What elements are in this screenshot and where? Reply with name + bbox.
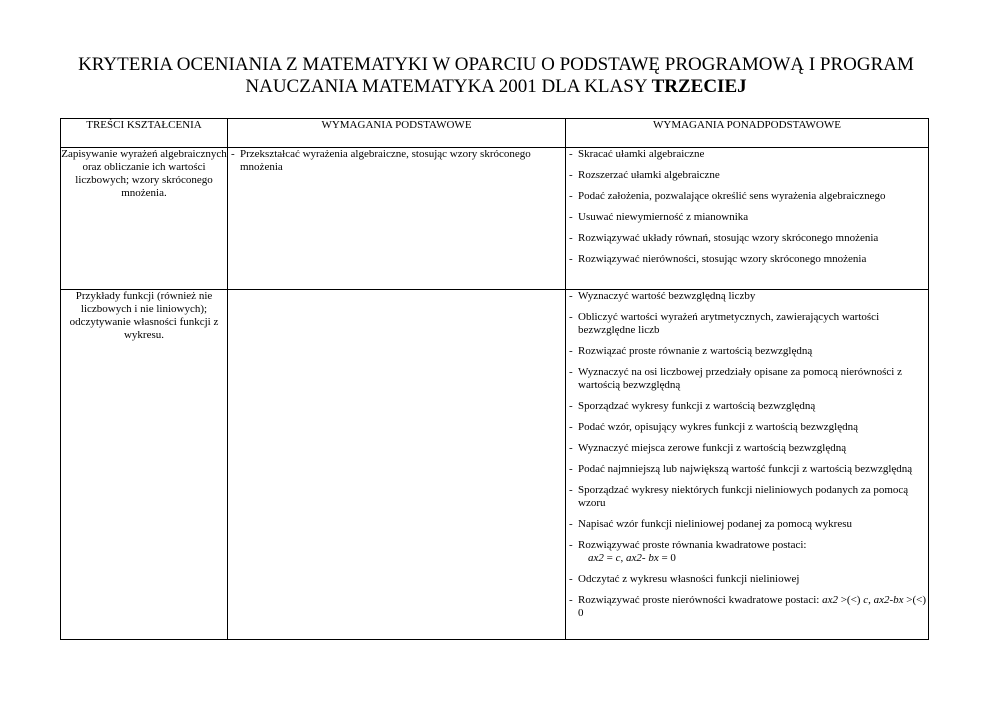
formula-term: bx <box>893 594 904 606</box>
formula-term: c <box>863 594 869 606</box>
dash-marker: - <box>231 148 235 160</box>
advanced-requirements-cell <box>566 148 929 290</box>
list-item-quadratic-equations <box>566 539 928 565</box>
formula-term: ax2 <box>822 594 838 606</box>
formula-term: ax2 <box>588 552 604 564</box>
item-text: Rozwiązać proste równanie z wartością bezwzględną <box>578 345 813 357</box>
item-text: Wyznaczyć miejsca zerowe funkcji z wartością bezwzględną <box>578 442 847 454</box>
dash-marker: - <box>569 148 573 160</box>
formula-term: ax2 <box>626 552 642 564</box>
item-text: Rozwiązywać nierówności, stosując wzory skróconego mnożenia <box>578 253 867 265</box>
dash-marker: - <box>569 190 573 202</box>
item-text: Usuwać niewymierność z mianownika <box>578 211 749 223</box>
formula-op: = <box>603 552 616 564</box>
formula-op: = 0 <box>658 552 676 564</box>
list-item <box>566 253 928 266</box>
item-text: Sporządzać wykresy niektórych funkcji nieliniowych podanych za pomocą wzoru <box>578 484 909 509</box>
dash-marker: - <box>569 290 573 302</box>
formula-sep: , <box>868 594 874 606</box>
dash-marker: - <box>569 594 573 606</box>
formula-term: c <box>615 552 621 564</box>
item-text: Rozszerzać ułamki algebraiczne <box>578 169 720 181</box>
item-text: Podać wzór, opisujący wykres funkcji z wartością bezwzględną <box>578 421 858 433</box>
list-item <box>566 366 928 392</box>
dash-marker: - <box>569 442 573 454</box>
dash-marker: - <box>569 518 573 530</box>
list-item <box>566 169 928 182</box>
formula-op: - <box>641 552 649 564</box>
criteria-table <box>60 118 929 640</box>
list-item <box>566 463 928 476</box>
item-text: Podać najmniejszą lub największą wartość funkcji z wartością bezwzględną <box>578 463 913 475</box>
formula <box>588 552 676 564</box>
basic-requirements-cell <box>228 290 566 640</box>
column-header-topics: TREŚCI KSZTAŁCENIA <box>61 119 228 148</box>
topic-cell: Przykłady funkcji (również nie liczbowych i nie liniowych); odczytywanie własności funkcji z wykresu. <box>61 290 228 640</box>
list-item <box>566 290 928 303</box>
dash-marker: - <box>569 169 573 181</box>
advanced-requirements-cell <box>566 290 929 640</box>
item-text: Odczytać z wykresu własności funkcji nieliniowej <box>578 573 800 585</box>
table-row <box>61 148 929 290</box>
item-text: Przekształcać wyrażenia algebraiczne, stosując wzory skróconego mnożenia <box>240 148 531 173</box>
dash-marker: - <box>569 421 573 433</box>
table-header-row <box>61 119 929 148</box>
item-text: Wyznaczyć wartość bezwzględną liczby <box>578 290 756 302</box>
list-item <box>566 232 928 245</box>
list-item <box>566 573 928 586</box>
title-line-2 <box>0 76 992 98</box>
title-line-1: KRYTERIA OCENIANIA Z MATEMATYKI W OPARCIU O PODSTAWĘ PROGRAMOWĄ I PROGRAM <box>78 54 914 75</box>
list-item <box>566 484 928 510</box>
formula-sep: , <box>620 552 626 564</box>
dash-marker: - <box>569 366 573 378</box>
table-row <box>61 290 929 640</box>
item-text: Rozwiązywać proste nierówności kwadratowe postaci: <box>578 594 823 606</box>
list-item <box>566 148 928 161</box>
list-item <box>566 311 928 337</box>
formula-op: >(<) <box>837 594 864 606</box>
column-header-basic: WYMAGANIA PODSTAWOWE <box>228 119 566 148</box>
list-item <box>566 421 928 434</box>
item-text: Rozwiązywać proste równania kwadratowe postaci: <box>578 539 807 551</box>
dash-marker: - <box>569 211 573 223</box>
column-header-advanced: WYMAGANIA PONADPODSTAWOWE <box>566 119 929 148</box>
list-item <box>228 148 565 174</box>
item-text: Skracać ułamki algebraiczne <box>578 148 705 160</box>
item-text: Wyznaczyć na osi liczbowej przedziały opisane za pomocą nierówności z wartością bezwzględną <box>578 366 903 391</box>
list-item <box>566 442 928 455</box>
list-item <box>566 190 928 203</box>
document-title <box>0 54 992 98</box>
item-text: Podać założenia, pozwalające określić sens wyrażenia algebraicznego <box>578 190 886 202</box>
dash-marker: - <box>569 463 573 475</box>
list-item <box>566 345 928 358</box>
item-text: Sporządzać wykresy funkcji z wartością bezwzględną <box>578 400 816 412</box>
list-item <box>566 518 928 531</box>
dash-marker: - <box>569 232 573 244</box>
list-item <box>566 400 928 413</box>
dash-marker: - <box>569 573 573 585</box>
list-item-quadratic-inequalities <box>566 594 928 620</box>
item-text: Rozwiązywać układy równań, stosując wzory skróconego mnożenia <box>578 232 879 244</box>
topic-cell: Zapisywanie wyrażeń algebraicznych oraz obliczanie ich wartości liczbowych; wzory skróconego mnożenia. <box>61 148 228 290</box>
dash-marker: - <box>569 311 573 323</box>
title-class-emphasis: TRZECIEJ <box>651 76 747 97</box>
formula-term: bx <box>648 552 659 564</box>
list-item <box>566 211 928 224</box>
dash-marker: - <box>569 484 573 496</box>
dash-marker: - <box>569 539 573 551</box>
title-line-2-text: NAUCZANIA MATEMATYKA 2001 DLA KLASY <box>245 76 652 97</box>
basic-requirements-cell <box>228 148 566 290</box>
formula-term: ax2- <box>873 594 894 606</box>
formula-op: >(<) 0 <box>578 594 926 619</box>
dash-marker: - <box>569 400 573 412</box>
item-text: Napisać wzór funkcji nieliniowej podanej za pomocą wykresu <box>578 518 852 530</box>
dash-marker: - <box>569 345 573 357</box>
dash-marker: - <box>569 253 573 265</box>
item-text: Obliczyć wartości wyrażeń arytmetycznych, zawierających wartości bezwzględne liczb <box>578 311 880 336</box>
